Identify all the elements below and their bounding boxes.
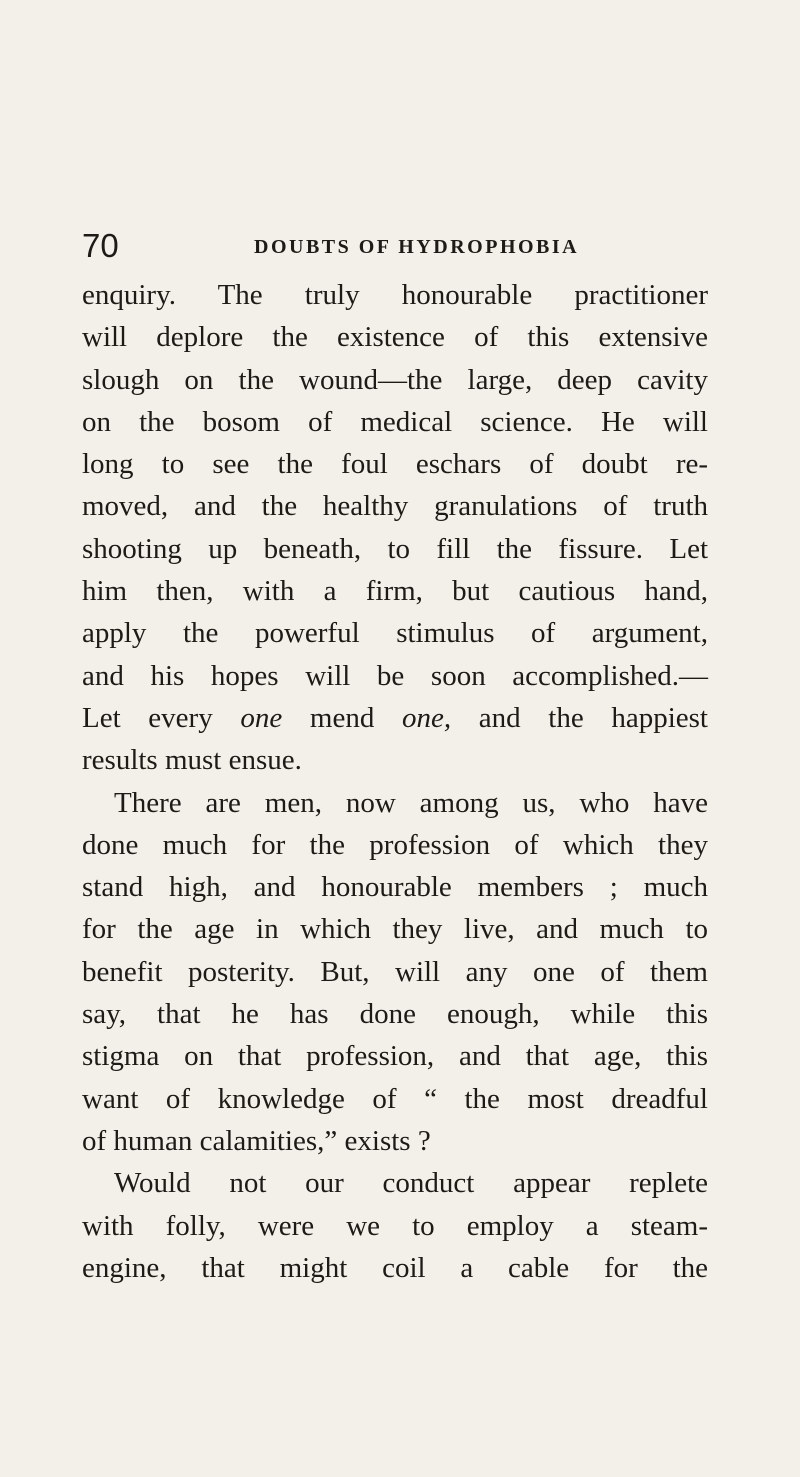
text-line: stand high, and honourable members ; much xyxy=(82,871,708,904)
page-header xyxy=(82,226,742,266)
text-line: shooting up beneath, to fill the fissure. Let xyxy=(82,532,708,565)
text-line: him then, with a firm, but cautious hand, xyxy=(82,575,708,608)
text-line: benefit posterity. But, will any one of them xyxy=(82,955,708,988)
text-run: mend xyxy=(282,701,402,734)
paragraph-start-line: Would not our conduct appear replete xyxy=(114,1167,708,1200)
paragraph-end-line: results must ensue. xyxy=(82,744,302,777)
text-line: moved, and the healthy granulations of truth xyxy=(82,490,708,523)
text-line: and his hopes will be soon accomplished.— xyxy=(82,659,708,692)
text-line: done much for the profession of which they xyxy=(82,828,708,861)
text-line: slough on the wound—the large, deep cavity xyxy=(82,363,708,396)
paragraph-start-line: There are men, now among us, who have xyxy=(114,786,708,819)
text-line: say, that he has done enough, while this xyxy=(82,998,708,1031)
text-line: enquiry. The truly honourable practitioner xyxy=(82,279,708,311)
text-line: will deplore the existence of this extensive xyxy=(82,321,708,354)
body-text xyxy=(82,274,708,1289)
text-line: apply the powerful stimulus of argument, xyxy=(82,617,708,650)
text-run: Let every xyxy=(82,701,241,734)
text-line: stigma on that profession, and that age, this xyxy=(82,1040,708,1073)
text-line: on the bosom of medical science. He will xyxy=(82,405,708,438)
text-line: want of knowledge of “ the most dreadful xyxy=(82,1082,708,1115)
running-head: DOUBTS OF HYDROPHOBIA xyxy=(254,236,580,258)
italic-text: one xyxy=(240,701,283,734)
page-number: 70 xyxy=(82,227,119,264)
text-line: for the age in which they live, and much to xyxy=(82,913,708,946)
text-run: and the happiest xyxy=(451,701,708,734)
text-line: with folly, were we to employ a steam- xyxy=(82,1209,708,1242)
text-line: long to see the foul eschars of doubt re- xyxy=(82,448,708,481)
paragraph-end-line: of human calamities,” exists ? xyxy=(82,1124,431,1157)
text-line: engine, that might coil a cable for the xyxy=(82,1251,708,1284)
text-line xyxy=(82,697,708,739)
italic-text: one, xyxy=(401,701,452,734)
